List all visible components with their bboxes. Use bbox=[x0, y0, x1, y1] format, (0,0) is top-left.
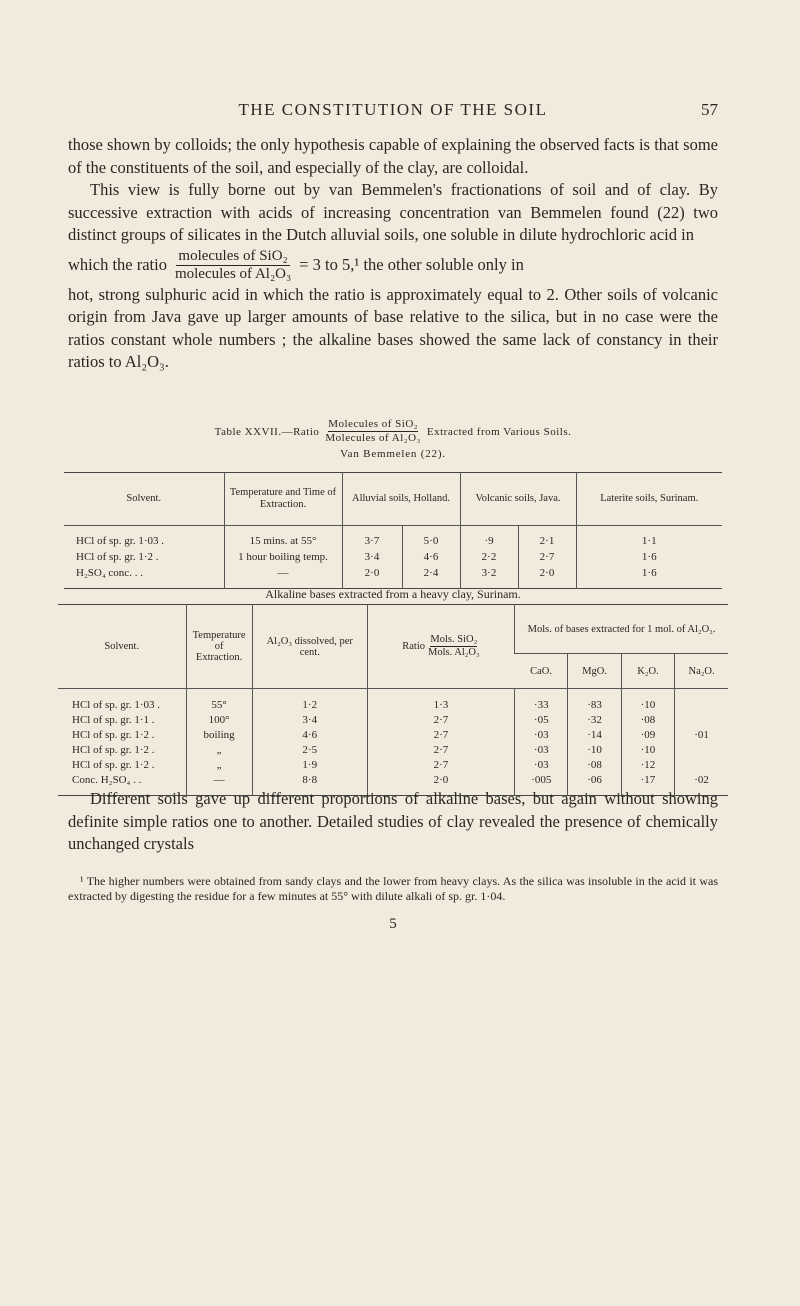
cell-al2o3: 8·8 bbox=[252, 773, 367, 796]
caption-source: Van Bemmelen (22). bbox=[340, 448, 446, 460]
col-header-na2o: Na₂O. bbox=[675, 654, 728, 689]
paragraph: hot, strong sulphuric acid in which the ratio is approximately equal to 2. Other soils of volcanic origin from Java gave up larger amounts of base relative to the silica, but in no case were the ratios constant whole numbers ; the alkaline bases showed the same lack of constancy in their ratios to Al₂O₃. bbox=[68, 284, 718, 371]
col-header-temperature: Temperature of Extraction. bbox=[186, 605, 252, 689]
table-row bbox=[64, 549, 722, 565]
cell-volcanic-1: 3·2 bbox=[460, 565, 518, 589]
cell-al2o3: 1·2 bbox=[252, 689, 367, 714]
table-row bbox=[64, 565, 722, 589]
col-header-mols-group: Mols. of bases extracted for 1 mol. of Al₂O₃. bbox=[515, 605, 728, 654]
cell-laterite: 1·1 bbox=[576, 526, 722, 550]
table-row bbox=[58, 713, 728, 728]
cell-ratio: 2·7 bbox=[367, 728, 514, 743]
cell-volcanic-1: 2·2 bbox=[460, 549, 518, 565]
cell-temp: „ bbox=[186, 758, 252, 773]
cell-k2o: ·08 bbox=[621, 713, 674, 728]
paragraph: Different soils gave up different proportions of alkaline bases, but again without showing definite simple ratios one to another. Detailed studies of clay revealed the presence of chemically unchanged crystals bbox=[68, 789, 718, 853]
equation-lead-text: which the ratio bbox=[68, 254, 167, 274]
cell-solvent: HCl of sp. gr. 1·2 . bbox=[72, 759, 155, 771]
cell-laterite: 1·6 bbox=[576, 549, 722, 565]
cell-alluvial-1: 2·0 bbox=[342, 565, 402, 589]
cell-alluvial-2: 5·0 bbox=[402, 526, 460, 550]
cell-solvent: Conc. H₂SO₄ . . bbox=[72, 774, 142, 786]
col-header-solvent: Solvent. bbox=[58, 605, 186, 689]
cell-temp: 15 mins. at 55° bbox=[224, 526, 342, 550]
cell-na2o: ·02 bbox=[675, 773, 728, 796]
cell-cao: ·33 bbox=[515, 689, 568, 714]
cell-ratio: 2·7 bbox=[367, 758, 514, 773]
cell-volcanic-2: 2·1 bbox=[518, 526, 576, 550]
col-header-mgo: MgO. bbox=[568, 654, 621, 689]
cell-mgo: ·06 bbox=[568, 773, 621, 796]
cell-cao: ·05 bbox=[515, 713, 568, 728]
caption-numerator: Molecules of SiO₂ bbox=[328, 418, 419, 430]
equation-trail-text: = 3 to 5,¹ the other soluble only in bbox=[299, 254, 524, 274]
cell-ratio: 2·7 bbox=[367, 713, 514, 728]
cell-temp: „ bbox=[186, 743, 252, 758]
cell-ratio: 2·0 bbox=[367, 773, 514, 796]
paragraph: This view is fully borne out by van Bemmelen's fractionations of soil and of clay. By successive extraction with acids of increasing concentration van Bemmelen found (22) two distinct groups of silicates in the Dutch alluvial soils, one soluble in dilute hydrochloric acid in bbox=[68, 180, 718, 244]
footnote bbox=[68, 874, 718, 904]
cell-ratio: 1·3 bbox=[367, 689, 514, 714]
caption-prefix: Table XXVII.—Ratio bbox=[214, 425, 320, 438]
fraction-numerator: molecules of SiO₂ bbox=[178, 247, 288, 264]
cell-k2o: ·09 bbox=[621, 728, 674, 743]
cell-k2o: ·10 bbox=[621, 689, 674, 714]
table-row bbox=[58, 758, 728, 773]
cell-temp: — bbox=[186, 773, 252, 796]
cell-alluvial-1: 3·7 bbox=[342, 526, 402, 550]
cell-cao: ·03 bbox=[515, 728, 568, 743]
ratio-header-denominator: Mols. Al₂O₃ bbox=[428, 647, 480, 658]
cell-na2o-grouped bbox=[675, 689, 728, 774]
cell-mgo: ·32 bbox=[568, 713, 621, 728]
cell-temp: 1 hour boiling temp. bbox=[224, 549, 342, 565]
cell-volcanic-2: 2·7 bbox=[518, 549, 576, 565]
cell-volcanic-2: 2·0 bbox=[518, 565, 576, 589]
cell-ratio: 2·7 bbox=[367, 743, 514, 758]
cell-mgo: ·10 bbox=[568, 743, 621, 758]
ratio-equation-line bbox=[68, 248, 718, 283]
cell-al2o3: 2·5 bbox=[252, 743, 367, 758]
cell-solvent: HCl of sp. gr. 1·03 . bbox=[76, 534, 164, 547]
cell-solvent: HCl of sp. gr. 1·2 . bbox=[72, 729, 155, 741]
footnote-text: ¹ The higher numbers were obtained from sandy clays and the lower from heavy clays. As the silica was insoluble in the acid it was extracted by digesting the residue for a few minutes at 55° with dilute alkali of sp. gr. 1·04. bbox=[68, 874, 718, 903]
col-header-k2o: K₂O. bbox=[621, 654, 674, 689]
page-number: 57 bbox=[701, 100, 718, 119]
cell-solvent: HCl of sp. gr. 1·03 . bbox=[72, 699, 160, 711]
cell-mgo: ·14 bbox=[568, 728, 621, 743]
cell-temp: boiling bbox=[186, 728, 252, 743]
table-row bbox=[58, 743, 728, 758]
table2-title: Alkaline bases extracted from a heavy clay, Surinam. bbox=[265, 587, 521, 601]
caption-denominator: Molecules of Al₂O₃ bbox=[325, 432, 421, 444]
cell-mgo: ·83 bbox=[568, 689, 621, 714]
caption-suffix: Extracted from Various Soils. bbox=[426, 425, 572, 438]
cell-k2o: ·10 bbox=[621, 743, 674, 758]
ratio-label: Ratio bbox=[402, 641, 426, 652]
fraction-denominator: molecules of Al₂O₃ bbox=[174, 265, 292, 282]
cell-k2o: ·12 bbox=[621, 758, 674, 773]
cell-mgo: ·08 bbox=[568, 758, 621, 773]
running-title: THE CONSTITUTION OF THE SOIL bbox=[238, 100, 548, 119]
cell-temp: 100° bbox=[186, 713, 252, 728]
cell-laterite: 1·6 bbox=[576, 565, 722, 589]
col-header-laterite: Laterite soils, Surinam. bbox=[576, 473, 722, 526]
table-row bbox=[58, 689, 728, 714]
table-row bbox=[64, 526, 722, 550]
col-header-volcanic: Volcanic soils, Java. bbox=[460, 473, 576, 526]
table-row bbox=[58, 728, 728, 743]
cell-alluvial-2: 4·6 bbox=[402, 549, 460, 565]
ratio-fraction bbox=[173, 248, 293, 283]
ratio-header-fraction bbox=[428, 634, 480, 659]
cell-al2o3: 1·9 bbox=[252, 758, 367, 773]
col-header-cao: CaO. bbox=[515, 654, 568, 689]
cell-cao: ·03 bbox=[515, 758, 568, 773]
ratio-header-numerator: Mols. SiO₂ bbox=[430, 634, 478, 645]
paragraph: those shown by colloids; the only hypothesis capable of explaining the observed facts is that some of the constituents of the soil, and especially of the clay, are colloidal. bbox=[68, 135, 718, 177]
cell-solvent: HCl of sp. gr. 1·2 . bbox=[72, 744, 155, 756]
table1-caption bbox=[68, 418, 718, 460]
brace-value: ·01 bbox=[694, 729, 709, 741]
body-text-bottom bbox=[68, 788, 718, 856]
signature-mark: 5 bbox=[389, 916, 397, 932]
running-header bbox=[68, 96, 718, 122]
cell-temp: — bbox=[224, 565, 342, 589]
cell-solvent: HCl of sp. gr. 1·2 . bbox=[76, 550, 159, 563]
cell-cao: ·03 bbox=[515, 743, 568, 758]
cell-al2o3: 4·6 bbox=[252, 728, 367, 743]
alkaline-bases-table bbox=[58, 604, 728, 796]
col-header-temperature: Temperature and Time of Extraction. bbox=[224, 473, 342, 526]
col-header-alluvial: Alluvial soils, Holland. bbox=[342, 473, 460, 526]
cell-k2o: ·17 bbox=[621, 773, 674, 796]
cell-cao: ·005 bbox=[515, 773, 568, 796]
body-text-top bbox=[68, 134, 718, 374]
cell-solvent: H₂SO₄ conc. . . bbox=[76, 566, 143, 579]
col-header-ratio bbox=[367, 605, 514, 689]
col-header-al2o3: Al₂O₃ dissolved, per cent. bbox=[252, 605, 367, 689]
cell-temp: 55° bbox=[186, 689, 252, 714]
cell-alluvial-1: 3·4 bbox=[342, 549, 402, 565]
caption-fraction bbox=[325, 418, 421, 445]
cell-volcanic-1: ·9 bbox=[460, 526, 518, 550]
cell-solvent: HCl of sp. gr. 1·1 . bbox=[72, 714, 155, 726]
cell-alluvial-2: 2·4 bbox=[402, 565, 460, 589]
cell-al2o3: 3·4 bbox=[252, 713, 367, 728]
col-header-solvent: Solvent. bbox=[64, 473, 224, 526]
ratio-table bbox=[64, 472, 722, 589]
